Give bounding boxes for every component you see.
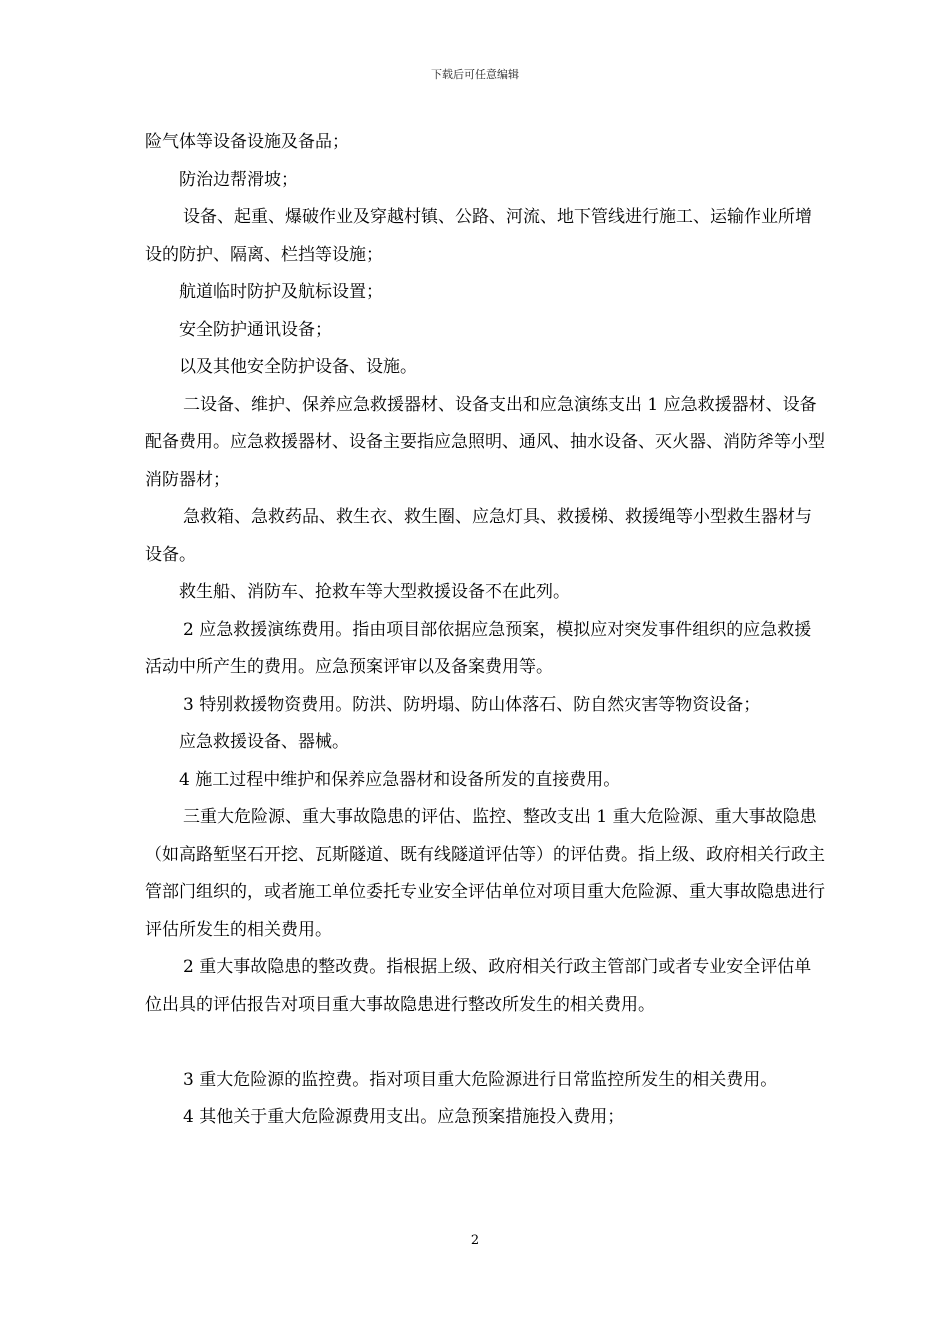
document-body (145, 124, 825, 1137)
paragraph-17: 4 其他关于重大危险源费用支出。应急预案措施投入费用； (183, 1107, 625, 1127)
paragraph-5: 安全防护通讯设备； (179, 319, 332, 340)
paragraph-10: 2 应急救援演练费用。指由项目部依据应急预案，模拟应对突发事件组织的应急救援活动中所产生的费用。应急预案评审以及备案费用等。 (145, 619, 812, 677)
paragraph-13: 4 施工过程中维护和保养应急器材和设备所发的直接费用。 (179, 769, 621, 790)
paragraph-8: 急救箱、急救药品、救生衣、救生圈、应急灯具、救援梯、救援绳等小型救生器材与设备。 (145, 507, 812, 565)
paragraph-16: 3 重大危险源的监控费。指对项目重大危险源进行日常监控所发生的相关费用。 (183, 1069, 778, 1090)
paragraph-9: 救生船、消防车、抢救车等大型救援设备不在此列。 (179, 582, 570, 602)
page-header: 下载后可任意编辑 (431, 68, 519, 81)
paragraph-11: 3 特别救援物资费用。防洪、防坍塌、防山体落石、防自然灾害等物资设备； (183, 694, 761, 715)
paragraph-2: 防治边帮滑坡； (179, 169, 298, 190)
paragraph-7: 二设备、维护、保养应急救援器材、设备支出和应急演练支出 1 应急救援器材、设备配备费用。应急救援器材、设备主要指应急照明、通风、抽水设备、灭火器、消防斧等小型消防器材； (145, 394, 825, 490)
page-number: 2 (470, 1233, 480, 1248)
paragraph-3: 设备、起重、爆破作业及穿越村镇、公路、河流、地下管线进行施工、运输作业所增设的防护、隔离、栏挡等设施； (145, 207, 812, 265)
paragraph-15: 2 重大事故隐患的整改费。指根据上级、政府相关行政主管部门或者专业安全评估单位出具的评估报告对项目重大事故隐患进行整改所发生的相关费用。 (145, 957, 812, 1015)
paragraph-4: 航道临时防护及航标设置； (179, 282, 383, 302)
paragraph-6: 以及其他安全防护设备、设施。 (179, 357, 417, 377)
paragraph-14: 三重大危险源、重大事故隐患的评估、监控、整改支出 1 重大危险源、重大事故隐患（如高路堑坚石开挖、瓦斯隧道、既有线隧道评估等）的评估费。指上级、政府相关行政主管部门组织的，或者施工单位委托专业安全评估单位对项目重大危险源、重大事故隐患进行评估所发生的相关费用。 (145, 807, 825, 940)
paragraph-12: 应急救援设备、器械。 (179, 732, 349, 752)
paragraph-1: 险气体等设备设施及备品； (145, 132, 349, 152)
